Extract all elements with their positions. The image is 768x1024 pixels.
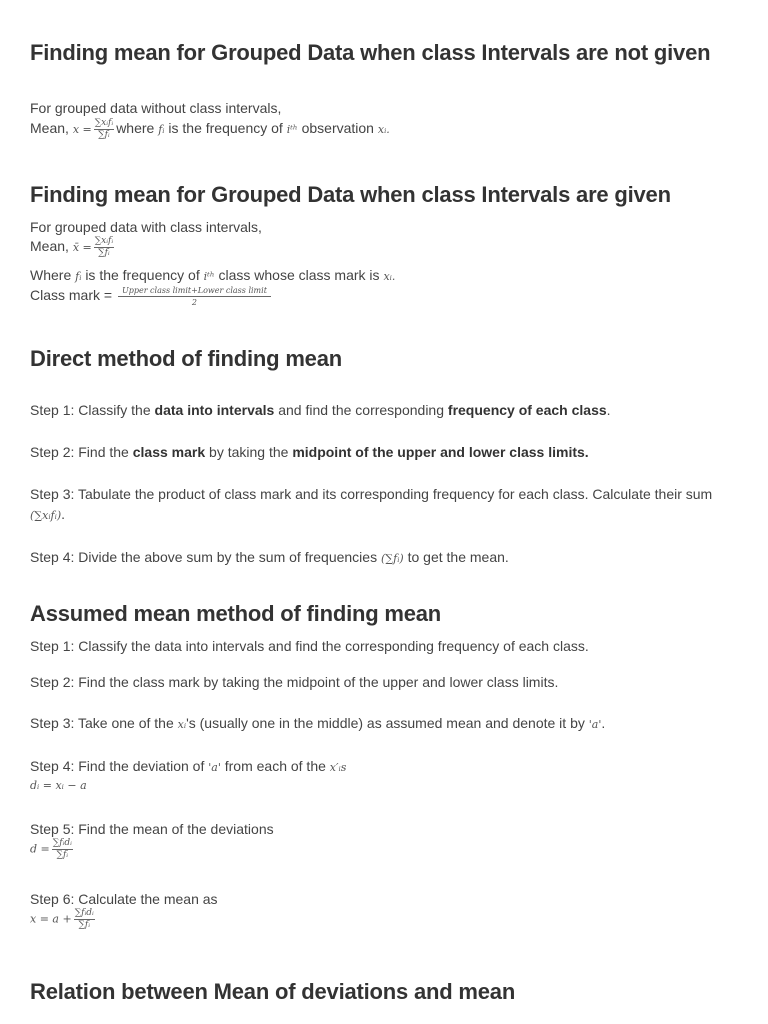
fraction-denominator: 2 bbox=[191, 298, 197, 307]
deviation-formula: dᵢ = xᵢ − a bbox=[30, 779, 87, 792]
intro-given: For grouped data with class intervals, bbox=[30, 219, 262, 235]
class-mark-text: class whose class mark is bbox=[218, 267, 380, 283]
text: and find the corresponding bbox=[274, 402, 448, 418]
xi-symbol: xᵢ. bbox=[383, 270, 396, 283]
section-assumed-mean bbox=[30, 601, 738, 626]
bold-text: midpoint of the upper and lower class limits. bbox=[292, 444, 589, 460]
heading-assumed-mean: Assumed mean method of finding mean bbox=[30, 601, 442, 626]
fi-symbol: fᵢ bbox=[75, 270, 82, 283]
xi-symbol: xᵢ. bbox=[377, 123, 390, 137]
text: from each of the bbox=[220, 758, 330, 774]
mean-formula-line bbox=[30, 118, 738, 141]
class-mark-line bbox=[30, 285, 738, 308]
text: by taking the bbox=[205, 444, 293, 460]
is-frequency-text: is the frequency of bbox=[168, 120, 283, 137]
deviation-fraction bbox=[52, 838, 73, 861]
mean-fraction bbox=[94, 118, 114, 141]
fraction-numerator: ∑fᵢdᵢ bbox=[74, 908, 94, 918]
ith-symbol: iᵗʰ bbox=[203, 270, 215, 283]
mean-formula-line-2 bbox=[30, 236, 738, 259]
direct-step-2 bbox=[30, 442, 738, 462]
class-mark-label: Class mark = bbox=[30, 287, 113, 304]
heading-direct-method: Direct method of finding mean bbox=[30, 346, 342, 371]
a-symbol: 'a' bbox=[208, 761, 221, 774]
bold-text: class mark bbox=[132, 444, 206, 460]
fraction-numerator: ∑fᵢdᵢ bbox=[52, 838, 72, 848]
assumed-step-1: Step 1: Classify the data into intervals and find the corresponding frequency of each class. bbox=[30, 638, 589, 654]
text: Step 4: Find the deviation of bbox=[30, 758, 209, 774]
where-label: Where bbox=[30, 267, 72, 283]
where-text: where bbox=[116, 120, 155, 137]
xi-symbol: xᵢ bbox=[177, 718, 187, 731]
heading-relation: Relation between Mean of deviations and mean bbox=[30, 979, 516, 1004]
direct-step-3 bbox=[30, 484, 738, 526]
mean-lhs: x̄ = bbox=[72, 241, 92, 255]
fraction-numerator: ∑xᵢfᵢ bbox=[94, 118, 114, 128]
direct-step-4 bbox=[30, 547, 738, 569]
text: Step 3: Take one of the bbox=[30, 715, 178, 731]
fraction-denominator: ∑fᵢ bbox=[98, 130, 110, 140]
mean-fraction bbox=[94, 236, 114, 259]
assumed-step-4 bbox=[30, 756, 738, 778]
bold-text: data into intervals bbox=[154, 402, 275, 418]
text: Step 2: Find the bbox=[30, 444, 133, 460]
fraction-numerator: ∑xᵢfᵢ bbox=[94, 236, 114, 246]
text: . bbox=[606, 402, 611, 418]
fraction-denominator: ∑fᵢ bbox=[78, 920, 91, 930]
is-frequency-text: is the frequency of bbox=[85, 267, 200, 283]
ith-symbol: iᵗʰ bbox=[286, 123, 298, 137]
section-relation bbox=[30, 979, 738, 1004]
assumed-step-5: Step 5: Find the mean of the deviations bbox=[30, 821, 274, 837]
mean-fraction bbox=[74, 908, 95, 931]
assumed-mean-formula bbox=[30, 908, 738, 931]
bold-text: frequency of each class bbox=[447, 402, 607, 418]
observation-text: observation bbox=[301, 120, 374, 137]
fraction-numerator: Upper class limit+Lower class limit bbox=[118, 285, 271, 297]
class-mark-fraction bbox=[118, 285, 271, 308]
sum-xifi-symbol: (∑xᵢfᵢ) bbox=[30, 509, 62, 522]
assumed-step-6: Step 6: Calculate the mean as bbox=[30, 891, 218, 907]
text: Step 4: Divide the above sum by the sum of frequencies bbox=[30, 549, 381, 565]
mean-label: Mean, bbox=[30, 120, 69, 137]
mean-label: Mean, bbox=[30, 238, 69, 255]
a-symbol: 'a' bbox=[588, 718, 602, 731]
section-direct-method bbox=[30, 346, 738, 371]
fraction-denominator: ∑fᵢ bbox=[98, 248, 110, 258]
assumed-step-2: Step 2: Find the class mark by taking the midpoint of the upper and lower class limits. bbox=[30, 674, 559, 690]
sum-fi-symbol: (∑fᵢ) bbox=[380, 552, 404, 565]
intro-not-given: For grouped data without class intervals, bbox=[30, 100, 282, 116]
mean-lhs: x = bbox=[72, 123, 92, 137]
formula-lhs: x = a + bbox=[30, 912, 72, 926]
fraction-denominator: ∑fᵢ bbox=[56, 850, 69, 860]
text: . bbox=[601, 715, 606, 731]
section-not-given bbox=[30, 40, 738, 65]
text: . bbox=[61, 506, 66, 522]
fi-symbol: fᵢ bbox=[158, 123, 165, 137]
section-given bbox=[30, 182, 738, 207]
text: Step 1: Classify the bbox=[30, 402, 155, 418]
direct-step-1 bbox=[30, 400, 738, 420]
heading-intervals-not-given: Finding mean for Grouped Data when class Intervals are not given bbox=[30, 40, 711, 65]
where-line bbox=[30, 265, 738, 287]
text: 's (usually one in the middle) as assumed mean and denote it by bbox=[186, 715, 589, 731]
formula-lhs: d = bbox=[30, 842, 50, 856]
text: to get the mean. bbox=[403, 549, 509, 565]
heading-intervals-given: Finding mean for Grouped Data when class Intervals are given bbox=[30, 182, 671, 207]
assumed-step-3 bbox=[30, 713, 738, 735]
text: Step 3: Tabulate the product of class mark and its corresponding frequency for each class. Calculate their sum bbox=[30, 486, 713, 502]
xi-prime-symbol: x′ᵢs bbox=[329, 761, 347, 774]
mean-deviation-formula bbox=[30, 838, 738, 861]
